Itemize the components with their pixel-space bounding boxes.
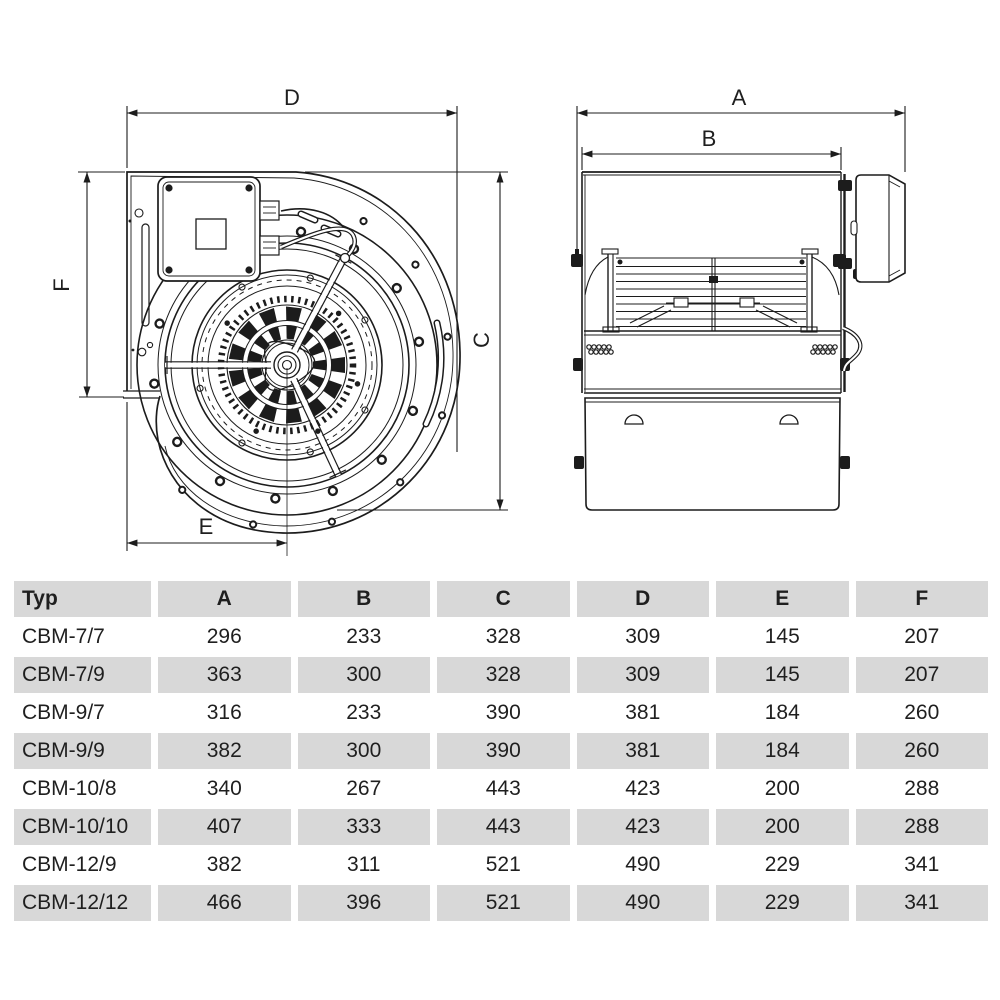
cell-a: 382	[158, 847, 291, 883]
dimensions-table	[14, 581, 988, 921]
cell-e: 184	[716, 733, 849, 769]
cell-c: 443	[437, 771, 570, 807]
cell-typ: CBM-12/12	[14, 885, 151, 921]
cell-e: 229	[716, 885, 849, 921]
cell-d: 309	[577, 657, 710, 693]
dim-C-label: C	[469, 332, 494, 348]
dim-E-label: E	[198, 514, 214, 539]
cell-b: 333	[298, 809, 431, 845]
cell-a: 316	[158, 695, 291, 731]
cell-typ: CBM-9/9	[14, 733, 151, 769]
cell-typ: CBM-9/7	[14, 695, 151, 731]
corrugation-right	[811, 345, 837, 354]
scroll-bottom-box	[585, 398, 840, 510]
mounting-band	[584, 331, 841, 393]
dim-B-label: B	[701, 126, 717, 151]
cell-b: 396	[298, 885, 431, 921]
col-header-f: F	[856, 581, 989, 617]
dimension-F	[49, 172, 125, 397]
cell-typ: CBM-10/8	[14, 771, 151, 807]
cell-typ: CBM-10/10	[14, 809, 151, 845]
col-header-c: C	[437, 581, 570, 617]
cell-a: 340	[158, 771, 291, 807]
cell-f: 260	[856, 695, 989, 731]
cell-e: 200	[716, 809, 849, 845]
cell-c: 390	[437, 733, 570, 769]
cell-f: 207	[856, 619, 989, 655]
cell-f: 260	[856, 733, 989, 769]
cell-d: 423	[577, 771, 710, 807]
cell-e: 229	[716, 847, 849, 883]
cell-a: 363	[158, 657, 291, 693]
impeller-drum	[585, 249, 839, 332]
cell-typ: CBM-12/9	[14, 847, 151, 883]
cell-typ: CBM-7/7	[14, 619, 151, 655]
cell-a: 407	[158, 809, 291, 845]
cell-e: 145	[716, 657, 849, 693]
cell-d: 423	[577, 809, 710, 845]
front-view-drawing	[49, 85, 508, 556]
cell-b: 300	[298, 733, 431, 769]
cell-b: 300	[298, 657, 431, 693]
cell-e: 184	[716, 695, 849, 731]
motor-terminal-box	[851, 175, 905, 282]
cell-a: 466	[158, 885, 291, 921]
cell-d: 490	[577, 885, 710, 921]
cell-c: 328	[437, 619, 570, 655]
cell-d: 490	[577, 847, 710, 883]
cell-b: 267	[298, 771, 431, 807]
cell-b: 311	[298, 847, 431, 883]
cell-f: 288	[856, 771, 989, 807]
cell-e: 145	[716, 619, 849, 655]
col-header-a: A	[158, 581, 291, 617]
col-header-b: B	[298, 581, 431, 617]
cell-b: 233	[298, 695, 431, 731]
cell-c: 443	[437, 809, 570, 845]
cell-c: 328	[437, 657, 570, 693]
cell-b: 233	[298, 619, 431, 655]
cell-f: 341	[856, 885, 989, 921]
dim-A-label: A	[731, 85, 747, 110]
cell-a: 296	[158, 619, 291, 655]
dim-D-label: D	[284, 85, 300, 110]
cell-a: 382	[158, 733, 291, 769]
cell-c: 521	[437, 847, 570, 883]
cell-typ: CBM-7/9	[14, 657, 151, 693]
corrugation-left	[587, 345, 613, 354]
cell-d: 309	[577, 619, 710, 655]
terminal-box-latch	[851, 221, 857, 235]
col-header-typ: Typ	[14, 581, 151, 617]
motor-mount	[630, 298, 797, 327]
cell-e: 200	[716, 771, 849, 807]
cell-c: 390	[437, 695, 570, 731]
cell-f: 341	[856, 847, 989, 883]
side-view-drawing	[571, 85, 905, 510]
cell-f: 207	[856, 657, 989, 693]
junction-box	[158, 177, 279, 281]
col-header-d: D	[577, 581, 710, 617]
cell-d: 381	[577, 695, 710, 731]
dimension-B	[582, 126, 841, 170]
cell-d: 381	[577, 733, 710, 769]
col-header-e: E	[716, 581, 849, 617]
dim-F-label: F	[49, 278, 74, 292]
cell-f: 288	[856, 809, 989, 845]
cell-c: 521	[437, 885, 570, 921]
